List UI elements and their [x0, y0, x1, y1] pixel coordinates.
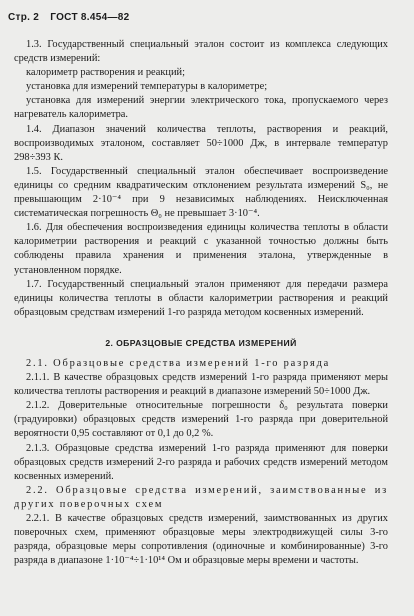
paragraph-2-1-2: 2.1.2. Доверительные относительные погрешности δ₀ результата поверки (градуировки) образцовых средств измерений 1-го разряда при доверительной вероятности 0,95 составляют от 0,1 до 0,2 %. [14, 400, 388, 440]
standard-number: ГОСТ 8.454—82 [50, 12, 130, 23]
paragraph-1-7: 1.7. Государственный специальный эталон применяют для передачи размера единицы количества теплоты в области калориметрии растворения и реакций образцовым средствам измерений 1-го разряда методом косвенных измерений. [14, 278, 388, 318]
list-item-calorimeter: калориметр растворения и реакций; [26, 67, 185, 79]
section-heading: 2. ОБРАЗЦОВЫЕ СРЕДСТВА ИЗМЕРЕНИЙ [105, 337, 297, 348]
page-number: Стр. 2 [8, 12, 40, 23]
list-item-temperature-unit: установка для измерений температуры в калориметре; [26, 81, 268, 93]
subsection-2-2: 2.2. Образцовые средства измерений, заимствованные из других поверочных схем [14, 484, 388, 510]
list-item-energy-unit: установка для измерений энергии электрического тока, пропускаемого через нагреватель калориметра. [14, 95, 388, 121]
subsection-2-1: 2.1. Образцовые средства измерений 1-го разряда [26, 357, 331, 369]
paragraph-1-4: 1.4. Диапазон значений количества теплоты, растворения и реакций, воспроизводимых эталоном, составляет 50÷1000 Дж, в интервале температур 298÷393 К. [14, 123, 388, 163]
page-header [8, 12, 137, 23]
document-body [14, 38, 388, 568]
paragraph-1-3: 1.3. Государственный специальный эталон состоит из комплекса следующих средств измерений: [14, 39, 388, 65]
paragraph-1-5: 1.5. Государственный специальный эталон обеспечивает воспроизведение единицы со средним квадратическим отклонением результата измерений S₀, не превышающим 2·10⁻⁴ при 9 независимых наблюдениях. Неисключенная систематическая погрешность Θ₀ не превышает 3·10⁻⁴. [14, 165, 388, 220]
paragraph-1-6: 1.6. Для обеспечения воспроизведения единицы количества теплоты в области калориметрии растворения и реакций с указанной точностью должны быть соблюдены правила хранения и применения эталона, утвержденные в установленном порядке. [14, 222, 388, 276]
paragraph-2-1-3: 2.1.3. Образцовые средства измерений 1-го разряда применяют для поверки образцовых средств измерений 2-го разряда и рабочих средств измерений методом косвенных измерений. [14, 442, 388, 482]
paragraph-2-2-1: 2.2.1. В качестве образцовых средств измерений, заимствованных из других поверочных схем, применяют образцовые меры электродвижущей силы 3-го разряда, образцовые меры сопротивления (одиночные и комбинированные) 3-го разряда в диапазоне 1·10⁻⁴÷1·10¹⁴ Ом и образцовые меры времени и частоты. [14, 513, 388, 567]
paragraph-2-1-1: 2.1.1. В качестве образцовых средств измерений 1-го разряда применяют меры количества теплоты растворения и реакций в диапазоне измерений 50÷1000 Дж. [14, 372, 388, 398]
